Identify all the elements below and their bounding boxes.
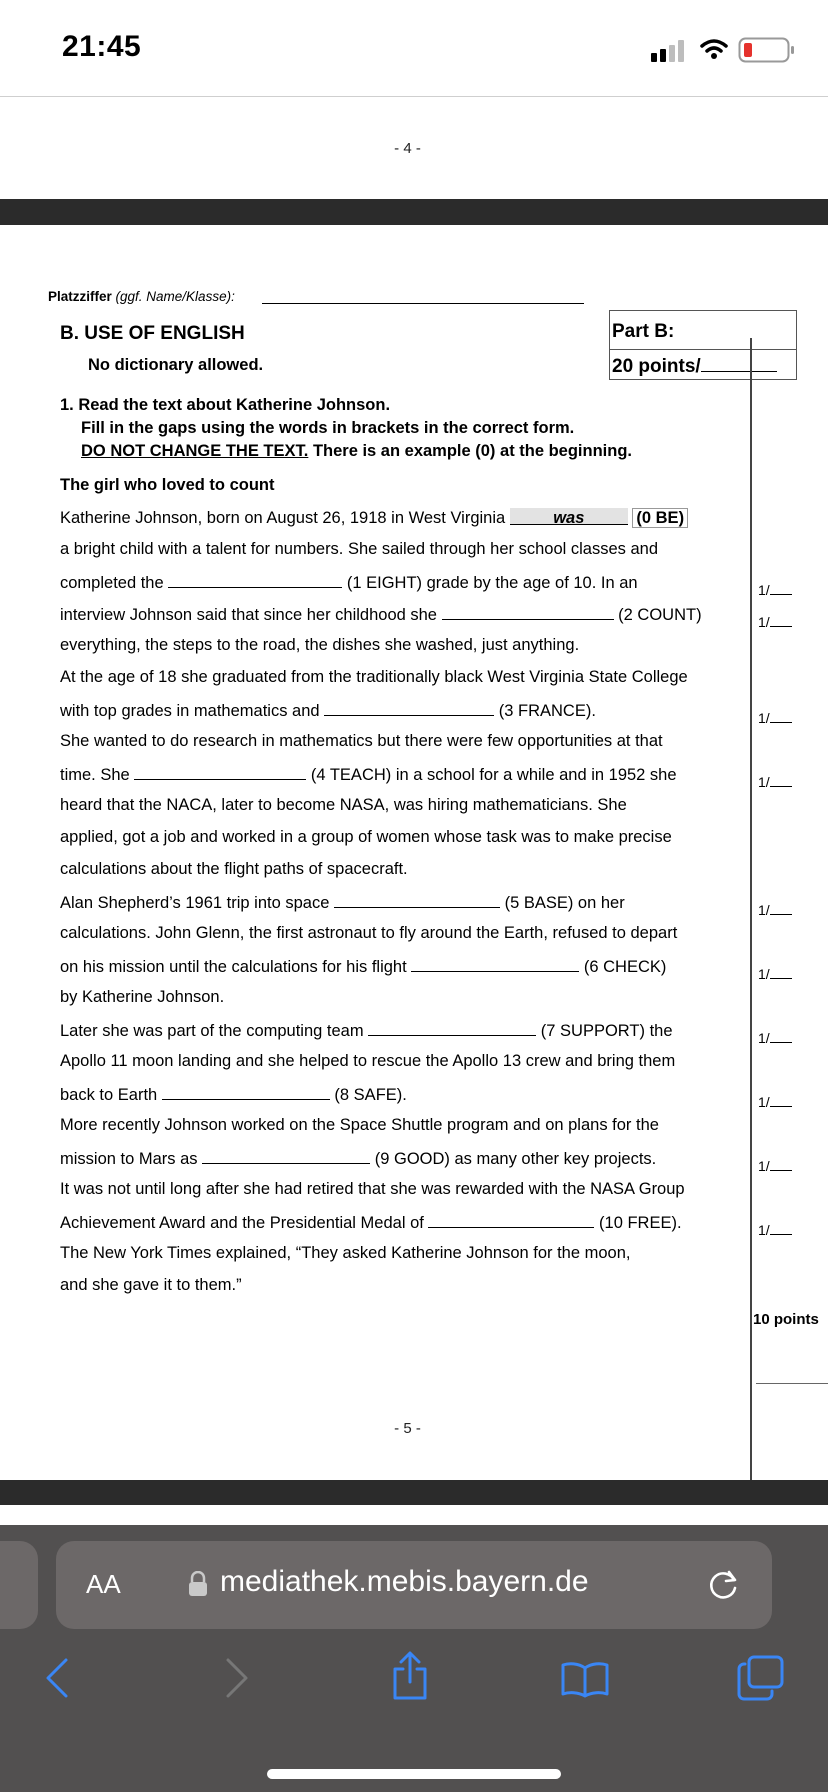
score-gap-4-blank — [770, 774, 792, 787]
gap-4-blank[interactable] — [134, 763, 306, 780]
status-bar — [0, 0, 828, 97]
total-points-blank — [756, 1383, 828, 1384]
score-gap-2 — [758, 614, 792, 630]
tabs-icon[interactable] — [736, 1654, 786, 1702]
gap-8-text-after: (8 SAFE). — [334, 1086, 407, 1104]
page-separator — [0, 199, 828, 225]
score-gap-7-label: 1/ — [758, 1030, 770, 1046]
gap-1-text-after: (1 EIGHT) grade by the age of 10. In an — [346, 574, 638, 592]
bookmarks-icon[interactable] — [560, 1660, 610, 1698]
score-gap-7 — [758, 1030, 792, 1046]
text-size-button[interactable]: AA — [86, 1569, 121, 1599]
text-line-10: heard that the NACA, later to become NASA, was hiring mathematicians. She — [60, 796, 627, 814]
task-warning: DO NOT CHANGE THE TEXT. — [81, 442, 309, 460]
part-b-points — [612, 356, 777, 378]
score-gap-10-label: 1/ — [758, 1222, 770, 1238]
score-gap-2-blank — [770, 614, 792, 627]
score-gap-8 — [758, 1094, 792, 1110]
score-column-rule — [750, 338, 752, 1483]
page-number-top: - 4 - — [394, 140, 421, 157]
text-line-16: by Katherine Johnson. — [60, 988, 225, 1006]
gap-10-text-before: Achievement Award and the Presidential Medal of — [60, 1214, 424, 1232]
gap-8-text-before: back to Earth — [60, 1086, 158, 1104]
cellular-signal-icon — [651, 40, 691, 62]
gap-4-text-before: time. She — [60, 766, 130, 784]
gap-7-text-after: (7 SUPPORT) the — [540, 1022, 673, 1040]
gap-1-blank[interactable] — [168, 571, 342, 588]
platzziffer-hint: (ggf. Name/Klasse): — [115, 289, 235, 304]
score-gap-5 — [758, 902, 792, 918]
task-line-2: Fill in the gaps using the words in brackets in the correct form. — [81, 419, 575, 437]
score-gap-5-label: 1/ — [758, 902, 770, 918]
score-gap-1-blank — [770, 582, 792, 595]
forward-icon[interactable] — [222, 1656, 252, 1700]
score-gap-6-blank — [770, 966, 792, 979]
score-gap-4 — [758, 774, 792, 790]
gap-1-line — [60, 571, 638, 593]
gap-3-text-before: with top grades in mathematics and — [60, 702, 320, 720]
gap-4-line — [60, 763, 677, 785]
home-indicator[interactable] — [267, 1769, 561, 1779]
gap-7-blank[interactable] — [368, 1019, 536, 1036]
score-gap-10-blank — [770, 1222, 792, 1235]
text-line-24: The New York Times explained, “They asked Katherine Johnson for the moon, — [60, 1244, 631, 1262]
gap-5-text-after: (5 BASE) on her — [504, 894, 625, 912]
score-gap-1-label: 1/ — [758, 582, 770, 598]
gap-6-blank[interactable] — [411, 955, 579, 972]
lock-icon — [188, 1571, 208, 1597]
gap-9-blank[interactable] — [202, 1147, 370, 1164]
gap-2-text-before: interview Johnson said that since her childhood she — [60, 606, 437, 624]
text-line-22: It was not until long after she had retired that she was rewarded with the NASA Group — [60, 1180, 685, 1198]
text-line-14: calculations. John Glenn, the first astronaut to fly around the Earth, refused to depart — [60, 924, 678, 942]
total-points-label: 10 points — [753, 1311, 819, 1328]
page-number-bottom: - 5 - — [394, 1420, 421, 1437]
platzziffer-line — [48, 289, 235, 304]
gap-6-text-after: (6 CHECK) — [583, 958, 667, 976]
gap-10-line — [60, 1211, 682, 1233]
score-gap-5-blank — [770, 902, 792, 915]
text-line-12: calculations about the flight paths of spacecraft. — [60, 860, 408, 878]
status-time: 21:45 — [62, 30, 142, 63]
score-gap-9 — [758, 1158, 792, 1174]
text-line-11: applied, got a job and worked in a group of women whose task was to make precise — [60, 828, 672, 846]
gap-9-line — [60, 1147, 656, 1169]
gap-6-text-before: on his mission until the calculations for his flight — [60, 958, 407, 976]
score-gap-9-label: 1/ — [758, 1158, 770, 1174]
task-line-1: 1. Read the text about Katherine Johnson. — [60, 396, 391, 414]
text-line-2: a bright child with a talent for numbers. She sailed through her school classes and — [60, 540, 659, 558]
part-b-label: Part B: — [612, 321, 675, 342]
score-gap-4-label: 1/ — [758, 774, 770, 790]
task-example-note: There is an example (0) at the beginning. — [312, 442, 633, 460]
part-b-points-text: 20 points/ — [612, 356, 701, 377]
score-gap-8-label: 1/ — [758, 1094, 770, 1110]
gap-4-text-after: (4 TEACH) in a school for a while and in 1952 she — [310, 766, 677, 784]
text-line-6: At the age of 18 she graduated from the traditionally black West Virginia State College — [60, 668, 688, 686]
share-icon[interactable] — [388, 1650, 432, 1702]
story-title: The girl who loved to count — [60, 476, 275, 494]
score-gap-10 — [758, 1222, 792, 1238]
task-line-3 — [81, 441, 632, 461]
gap-2-line — [60, 603, 702, 625]
text-line-1-text: Katherine Johnson, born on August 26, 1918 in West Virginia — [60, 509, 506, 527]
url-text[interactable]: mediathek.mebis.bayern.de — [220, 1565, 589, 1598]
part-b-box — [609, 310, 797, 380]
gap-8-line — [60, 1083, 407, 1105]
previous-tab-pill[interactable] — [0, 1541, 38, 1629]
no-dictionary-note: No dictionary allowed. — [88, 356, 264, 374]
page-separator-bottom — [0, 1480, 828, 1505]
gap-3-blank[interactable] — [324, 699, 494, 716]
battery-low-icon — [738, 37, 796, 63]
score-gap-3 — [758, 710, 792, 726]
gap-7-text-before: Later she was part of the computing team — [60, 1022, 364, 1040]
example-answer: was — [510, 508, 628, 525]
score-gap-6-label: 1/ — [758, 966, 770, 982]
gap-5-text-before: Alan Shepherd’s 1961 trip into space — [60, 894, 330, 912]
gap-10-blank[interactable] — [428, 1211, 594, 1228]
gap-3-line — [60, 699, 596, 721]
gap-1-text-before: completed the — [60, 574, 164, 592]
reload-icon[interactable] — [707, 1568, 741, 1602]
pdf-page[interactable] — [0, 225, 828, 1480]
gap-5-line — [60, 891, 625, 913]
text-line-8: She wanted to do research in mathematics but there were few opportunities at that — [60, 732, 663, 750]
gap-2-text-after: (2 COUNT) — [618, 606, 702, 624]
example-hint: (0 BE) — [632, 508, 688, 528]
address-bar[interactable] — [56, 1541, 772, 1629]
score-gap-6 — [758, 966, 792, 982]
part-b-points-blank — [701, 357, 777, 372]
text-line-5: everything, the steps to the road, the dishes she washed, just anything. — [60, 636, 580, 654]
text-line-18: Apollo 11 moon landing and she helped to rescue the Apollo 13 crew and bring them — [60, 1052, 676, 1070]
score-gap-8-blank — [770, 1094, 792, 1107]
text-line-25: and she gave it to them.” — [60, 1276, 242, 1294]
score-gap-7-blank — [770, 1030, 792, 1043]
gap-5-blank[interactable] — [334, 891, 500, 908]
platzziffer-blank — [262, 303, 584, 304]
score-gap-1 — [758, 582, 792, 598]
platzziffer-label: Platzziffer — [48, 289, 112, 304]
gap-9-text-after: (9 GOOD) as many other key projects. — [374, 1150, 657, 1168]
score-gap-2-label: 1/ — [758, 614, 770, 630]
score-gap-9-blank — [770, 1158, 792, 1171]
gap-10-text-after: (10 FREE). — [599, 1214, 682, 1232]
score-gap-3-blank — [770, 710, 792, 723]
gap-2-blank[interactable] — [442, 603, 614, 620]
gap-8-blank[interactable] — [162, 1083, 330, 1100]
gap-3-text-after: (3 FRANCE). — [498, 702, 596, 720]
score-gap-3-label: 1/ — [758, 710, 770, 726]
text-line-20: More recently Johnson worked on the Space Shuttle program and on plans for the — [60, 1116, 659, 1134]
gap-7-line — [60, 1019, 673, 1041]
gap-9-text-before: mission to Mars as — [60, 1150, 198, 1168]
back-icon[interactable] — [42, 1656, 72, 1700]
gap-6-line — [60, 955, 666, 977]
part-b-divider — [610, 349, 796, 350]
wifi-icon — [700, 38, 728, 60]
section-title: B. USE OF ENGLISH — [60, 323, 245, 344]
text-line-1 — [60, 508, 688, 528]
